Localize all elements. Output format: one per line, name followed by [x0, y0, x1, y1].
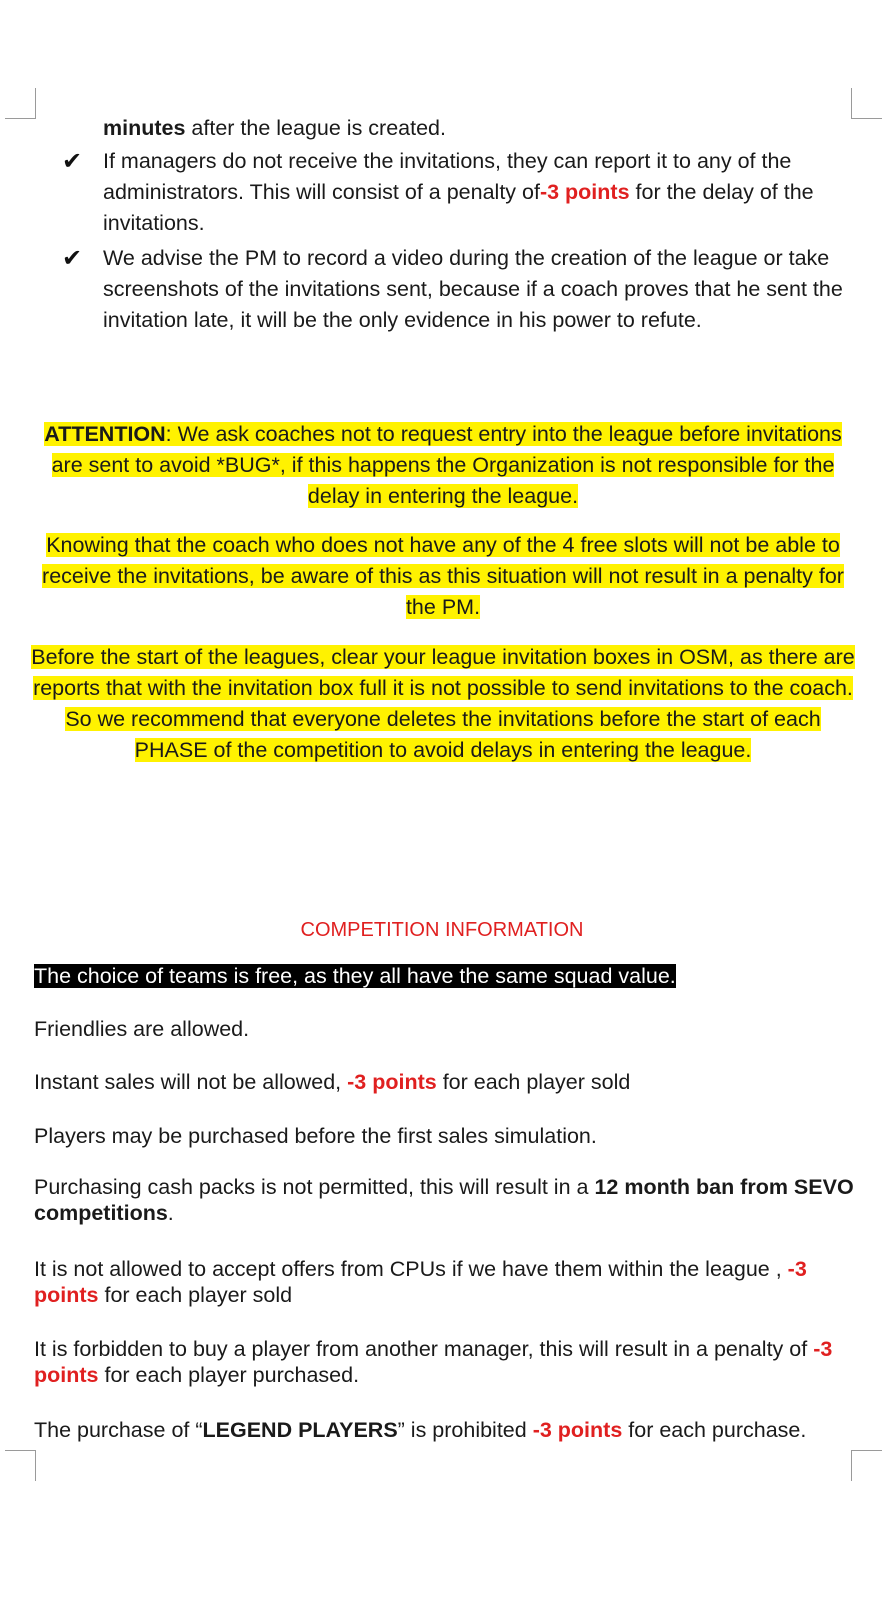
bullet-invitations-report: If managers do not receive the invitations, they can report it to any of the administrators. This will consist of a penalty of-3 points for the delay of the invitations.: [103, 149, 814, 235]
free-slots-notice: Knowing that the coach who does not have any of the 4 free slots will not be able to receive the invitations, be aware of this as this situation will not result in a penalty for the PM.: [42, 533, 844, 619]
rule-purchase-before-simulation: Players may be purchased before the first sales simulation.: [34, 1124, 597, 1148]
rule-cash-packs: Purchasing cash packs is not permitted, this will result in a 12 month ban from SEVO competitions.: [34, 1175, 854, 1225]
check-mark-icon: ✔: [62, 148, 83, 175]
section-title: COMPETITION INFORMATION: [300, 919, 584, 941]
attention-notice: ATTENTION: We ask coaches not to request entry into the league before invitations are sent to avoid *BUG*, if this happens the Organization is not responsible for the delay in entering the league.: [44, 422, 842, 508]
rule-legend-players: The purchase of “LEGEND PLAYERS” is prohibited -3 points for each purchase.: [34, 1418, 807, 1442]
crop-mark-top-left-icon: [5, 88, 36, 119]
rule-buy-from-manager: It is forbidden to buy a player from another manager, this will result in a penalty of -3 points for each player purchased.: [34, 1337, 833, 1387]
intro-continuation: minutes after the league is created.: [103, 116, 446, 140]
check-mark-icon: ✔: [62, 245, 83, 272]
bullet-record-video: We advise the PM to record a video during the creation of the league or take screenshots of the invitations sent, because if a coach proves that he sent the invitation late, it will be the only evidence in his power to refute.: [103, 246, 843, 332]
rule-instant-sales: Instant sales will not be allowed, -3 points for each player sold: [34, 1070, 631, 1094]
rule-friendlies: Friendlies are allowed.: [34, 1017, 250, 1041]
crop-mark-bottom-right-icon: [851, 1450, 882, 1481]
crop-mark-bottom-left-icon: [5, 1450, 36, 1481]
invitation-boxes-notice: Before the start of the leagues, clear your league invitation boxes in OSM, as there are reports that with the invitation box full it is not possible to send invitations to the coach. So we recommend that everyone deletes the invitations before the start of each PHASE of the competition to avoid delays in entering the league.: [31, 645, 855, 762]
rule-team-choice: The choice of teams is free, as they all have the same squad value.: [34, 964, 676, 988]
rule-cpu-offers: It is not allowed to accept offers from CPUs if we have them within the league , -3 points for each player sold: [34, 1257, 807, 1307]
